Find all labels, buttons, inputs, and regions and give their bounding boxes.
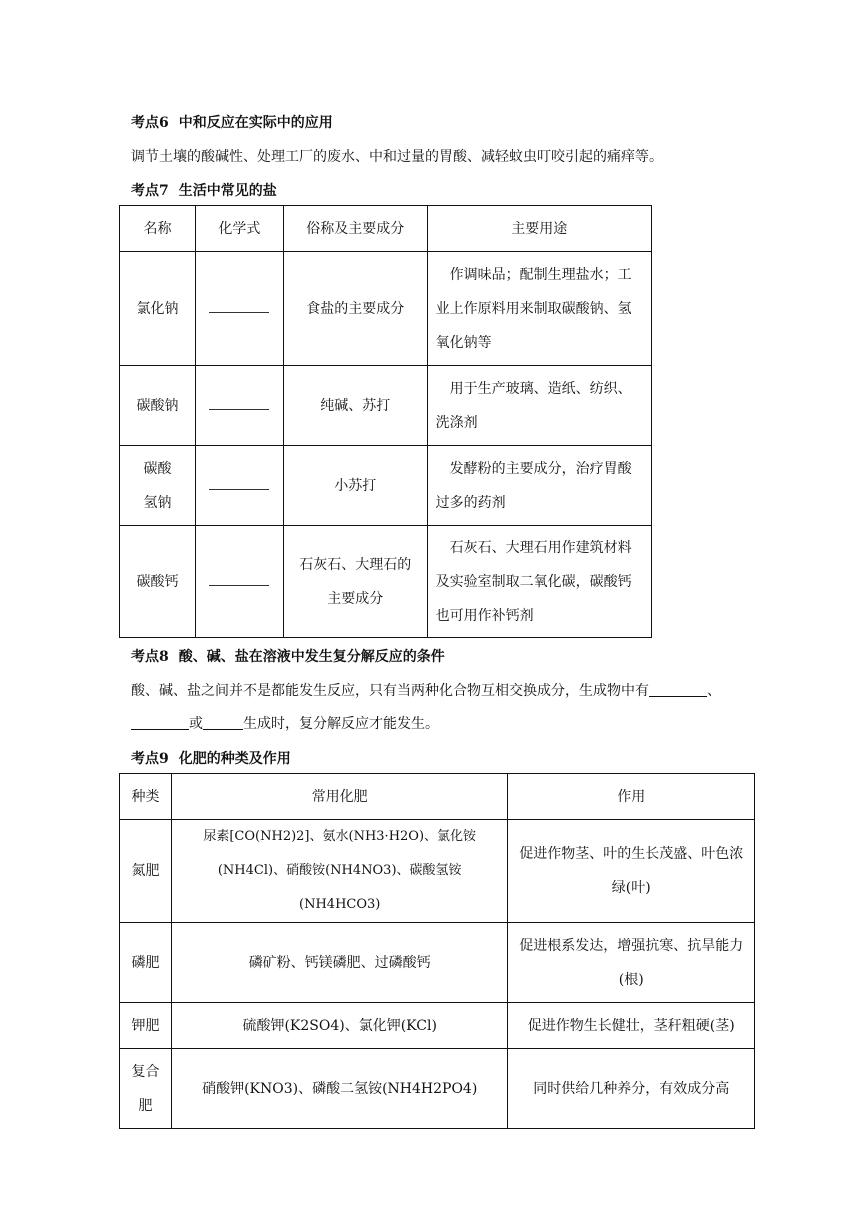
- section-label: 考点6: [131, 115, 169, 131]
- section-title: 化肥的种类及作用: [178, 751, 291, 767]
- or-text: 或: [189, 716, 203, 732]
- header-usage: 主要用途: [427, 206, 651, 252]
- salt-usage: 用于生产玻璃、造纸、纺织、洗涤剂: [427, 366, 651, 446]
- salts-table: [119, 205, 652, 638]
- table-header-row: [120, 774, 755, 820]
- table-row: [120, 526, 652, 638]
- fill-blank: [131, 715, 189, 730]
- salt-usage: 石灰石、大理石用作建筑材料及实验室制取二氧化碳，碳酸钙也可用作补钙剂: [427, 526, 651, 638]
- formula-blank: [195, 526, 283, 638]
- table-row: [120, 252, 652, 366]
- section-9-heading: [131, 748, 291, 768]
- fertilizer-kind: 复合肥: [120, 1049, 172, 1129]
- table-row: [120, 820, 755, 923]
- section-title: 酸、碱、盐在溶液中发生复分解反应的条件: [178, 649, 445, 665]
- header-formula: 化学式: [195, 206, 283, 252]
- fertilizer-effect: 促进作物生长健壮，茎秆粗硬(茎): [508, 1003, 755, 1049]
- section-6-heading: [131, 112, 333, 132]
- formula-blank: [195, 446, 283, 526]
- fertilizer-kind: 磷肥: [120, 923, 172, 1003]
- fertilizer-list: 尿素[CO(NH2)2]、氨水(NH3·H2O)、氯化铵(NH4Cl)、硝酸铵(NH4NO3)、碳酸氢铵(NH4HCO3): [171, 820, 507, 923]
- table-row: [120, 923, 755, 1003]
- section-label: 考点8: [131, 649, 169, 665]
- salt-common-name: 石灰石、大理石的主要成分: [283, 526, 427, 638]
- table-row: [120, 446, 652, 526]
- section-title: 生活中常见的盐: [178, 183, 277, 199]
- table-row: [120, 1003, 755, 1049]
- header-fertilizer: 常用化肥: [171, 774, 507, 820]
- separator: 、: [707, 683, 721, 699]
- section-label: 考点7: [131, 183, 169, 199]
- header-common-name: 俗称及主要成分: [283, 206, 427, 252]
- header-effect: 作用: [508, 774, 755, 820]
- header-name: 名称: [120, 206, 196, 252]
- header-kind: 种类: [120, 774, 172, 820]
- formula-blank: [195, 252, 283, 366]
- section-8-text-line-1: [131, 680, 721, 700]
- fertilizer-kind: 氮肥: [120, 820, 172, 923]
- section-7-heading: [131, 180, 277, 200]
- section-8-text: 酸、碱、盐之间并不是都能发生反应，只有当两种化合物互相交换成分，生成物中有: [131, 683, 649, 699]
- fertilizer-list: 硝酸钾(KNO3)、磷酸二氢铵(NH4H2PO4): [171, 1049, 507, 1129]
- formula-blank: [195, 366, 283, 446]
- fertilizer-list: 硫酸钾(K2SO4)、氯化钾(KCl): [171, 1003, 507, 1049]
- table-row: [120, 366, 652, 446]
- fertilizer-list: 磷矿粉、钙镁磷肥、过磷酸钙: [171, 923, 507, 1003]
- table-row: [120, 1049, 755, 1129]
- salt-name: 氯化钠: [120, 252, 196, 366]
- salt-common-name: 小苏打: [283, 446, 427, 526]
- section-label: 考点9: [131, 751, 169, 767]
- fertilizer-effect: 同时供给几种养分，有效成分高: [508, 1049, 755, 1129]
- fertilizer-effect: 促进根系发达，增强抗寒、抗旱能力(根): [508, 923, 755, 1003]
- salt-name: 碳酸氢钠: [120, 446, 196, 526]
- salt-common-name: 纯碱、苏打: [283, 366, 427, 446]
- salt-usage: 作调味品；配制生理盐水；工业上作原料用来制取碳酸钠、氢氧化钠等: [427, 252, 651, 366]
- section-title: 中和反应在实际中的应用: [178, 115, 333, 131]
- section-8-heading: [131, 646, 445, 666]
- fertilizer-kind: 钾肥: [120, 1003, 172, 1049]
- section-6-text: 调节土壤的酸碱性、处理工厂的废水、中和过量的胃酸、减轻蚊虫叮咬引起的痛痒等。: [131, 149, 663, 165]
- salt-common-name: 食盐的主要成分: [283, 252, 427, 366]
- section-8-text-line-2: [131, 713, 439, 733]
- section-8-text: 生成时，复分解反应才能发生。: [243, 716, 439, 732]
- fill-blank: [203, 715, 243, 730]
- table-header-row: [120, 206, 652, 252]
- fertilizer-effect: 促进作物茎、叶的生长茂盛、叶色浓绿(叶): [508, 820, 755, 923]
- salt-name: 碳酸钠: [120, 366, 196, 446]
- fill-blank: [649, 682, 707, 697]
- fertilizer-table: [119, 773, 755, 1129]
- salt-name: 碳酸钙: [120, 526, 196, 638]
- salt-usage: 发酵粉的主要成分，治疗胃酸过多的药剂: [427, 446, 651, 526]
